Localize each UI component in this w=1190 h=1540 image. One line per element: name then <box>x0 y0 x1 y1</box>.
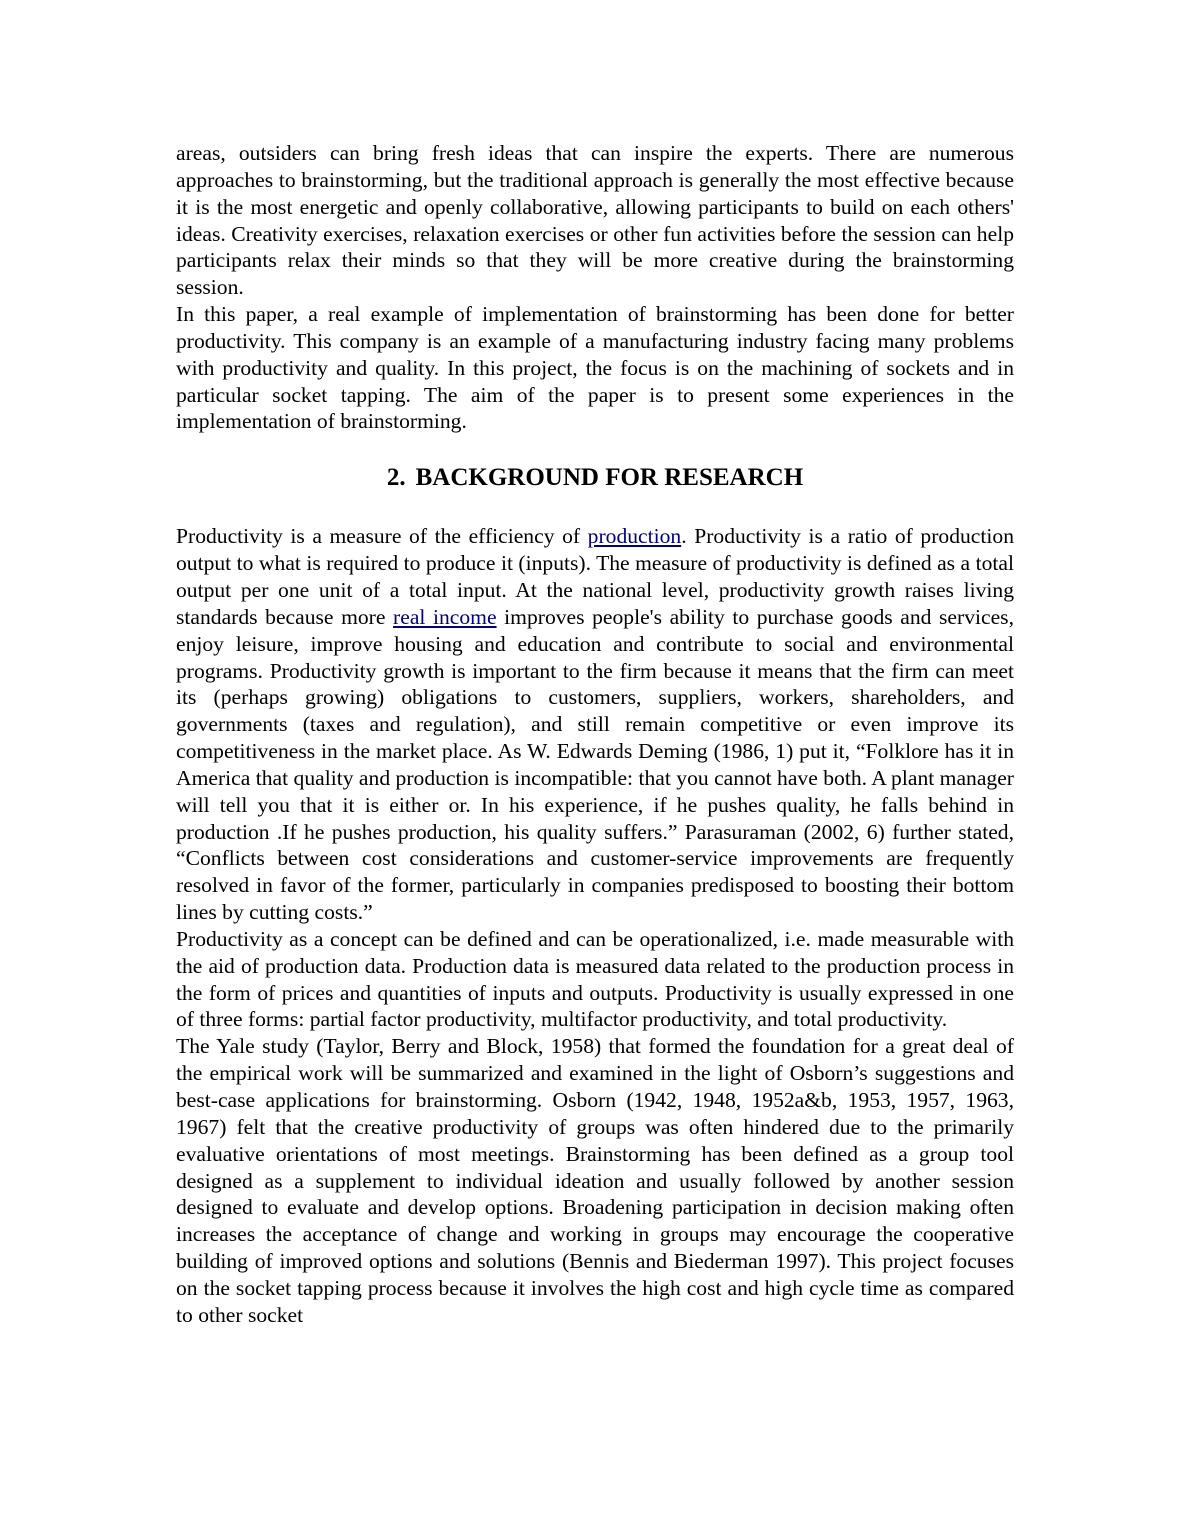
page-bottom-margin <box>0 1384 1190 1540</box>
production-link[interactable]: production <box>587 524 682 549</box>
section-paragraph-3: The Yale study (Taylor, Berry and Block, 1958) that formed the foundation for a great deal of the empirical work will be summarized and examined in the light of Osborn’s suggestions and best-case applications for brainstorming. Osborn (1942, 1948, 1952a&b, 1953, 1957, 1963, 1967) felt that the creative productivity of groups was often hindered due to the primarily evaluative orientations of most meetings. Brainstorming has been defined as a group tool designed as a supplement to individual ideation and usually followed by another session designed to evaluate and develop options. Broadening participation in decision making often increases the acceptance of change and working in groups may encourage the cooperative building of improved options and solutions (Bennis and Biederman 1997). This project focuses on the socket tapping process because it involves the high cost and high cycle time as compared to other socket <box>176 1034 1014 1327</box>
intro-paragraph-2: In this paper, a real example of implementation of brainstorming has been done for better productivity. This company is an example of a manufacturing industry facing many problems with productivity and quality. In this project, the focus is on the machining of sockets and in particular socket tapping. The aim of the paper is to present some experiences in the implementation of brainstorming. <box>176 302 1014 434</box>
intro-paragraph-1: areas, outsiders can bring fresh ideas that can inspire the experts. There are numerous approaches to brainstorming, but the traditional approach is generally the most effective because it is the most energetic and openly collaborative, allowing participants to build on each others' ideas. Creativity exercises, relaxation exercises or other fun activities before the session can help participants relax their minds so that they will be more creative during the brainstorming session. <box>176 141 1014 300</box>
section-paragraph-2: Productivity as a concept can be defined and can be operationalized, i.e. made measurable with the aid of production data. Production data is measured data related to the production process in the form of prices and quantities of inputs and outputs. Productivity is usually expressed in one of three forms: partial factor productivity, multifactor productivity, and total productivity. <box>176 926 1014 1032</box>
section-title: BACKGROUND FOR RESEARCH <box>415 464 804 492</box>
paragraph-text: Productivity is a measure of the efficiency of <box>176 524 588 549</box>
section-number: 2. <box>386 464 406 492</box>
paragraph-text: . Productivity is a ratio of production output to what is required to produce it (inputs). The measure of productivity is defined as a total output per one unit of a total input. At the national level, productivity growth raises living standards because more <box>176 524 1014 629</box>
page-body <box>176 140 1014 1329</box>
section-paragraph-1 <box>176 523 1014 926</box>
real-income-link[interactable]: real income <box>393 604 497 629</box>
paragraph-text: improves people's ability to purchase goods and services, enjoy leisure, improve housing and education and contribute to social and environmental programs. Productivity growth is important to the firm because it means that the firm can meet its (perhaps growing) obligations to customers, suppliers, workers, shareholders, and governments (taxes and regulation), and still remain competitive or even improve its competitiveness in the market place. As W. Edwards Deming (1986, 1) put it, “Folklore has it in America that quality and production is incompatible: that you cannot have both. A plant manager will tell you that it is either or. In his experience, if he pushes quality, he falls behind in production .If he pushes production, his quality suffers.” Parasuraman (2002, 6) further stated, “Conflicts between cost considerations and customer-service improvements are frequently resolved in favor of the former, particularly in companies predisposed to boosting their bottom lines by cutting costs.” <box>176 604 1014 925</box>
section-heading <box>176 463 1014 493</box>
